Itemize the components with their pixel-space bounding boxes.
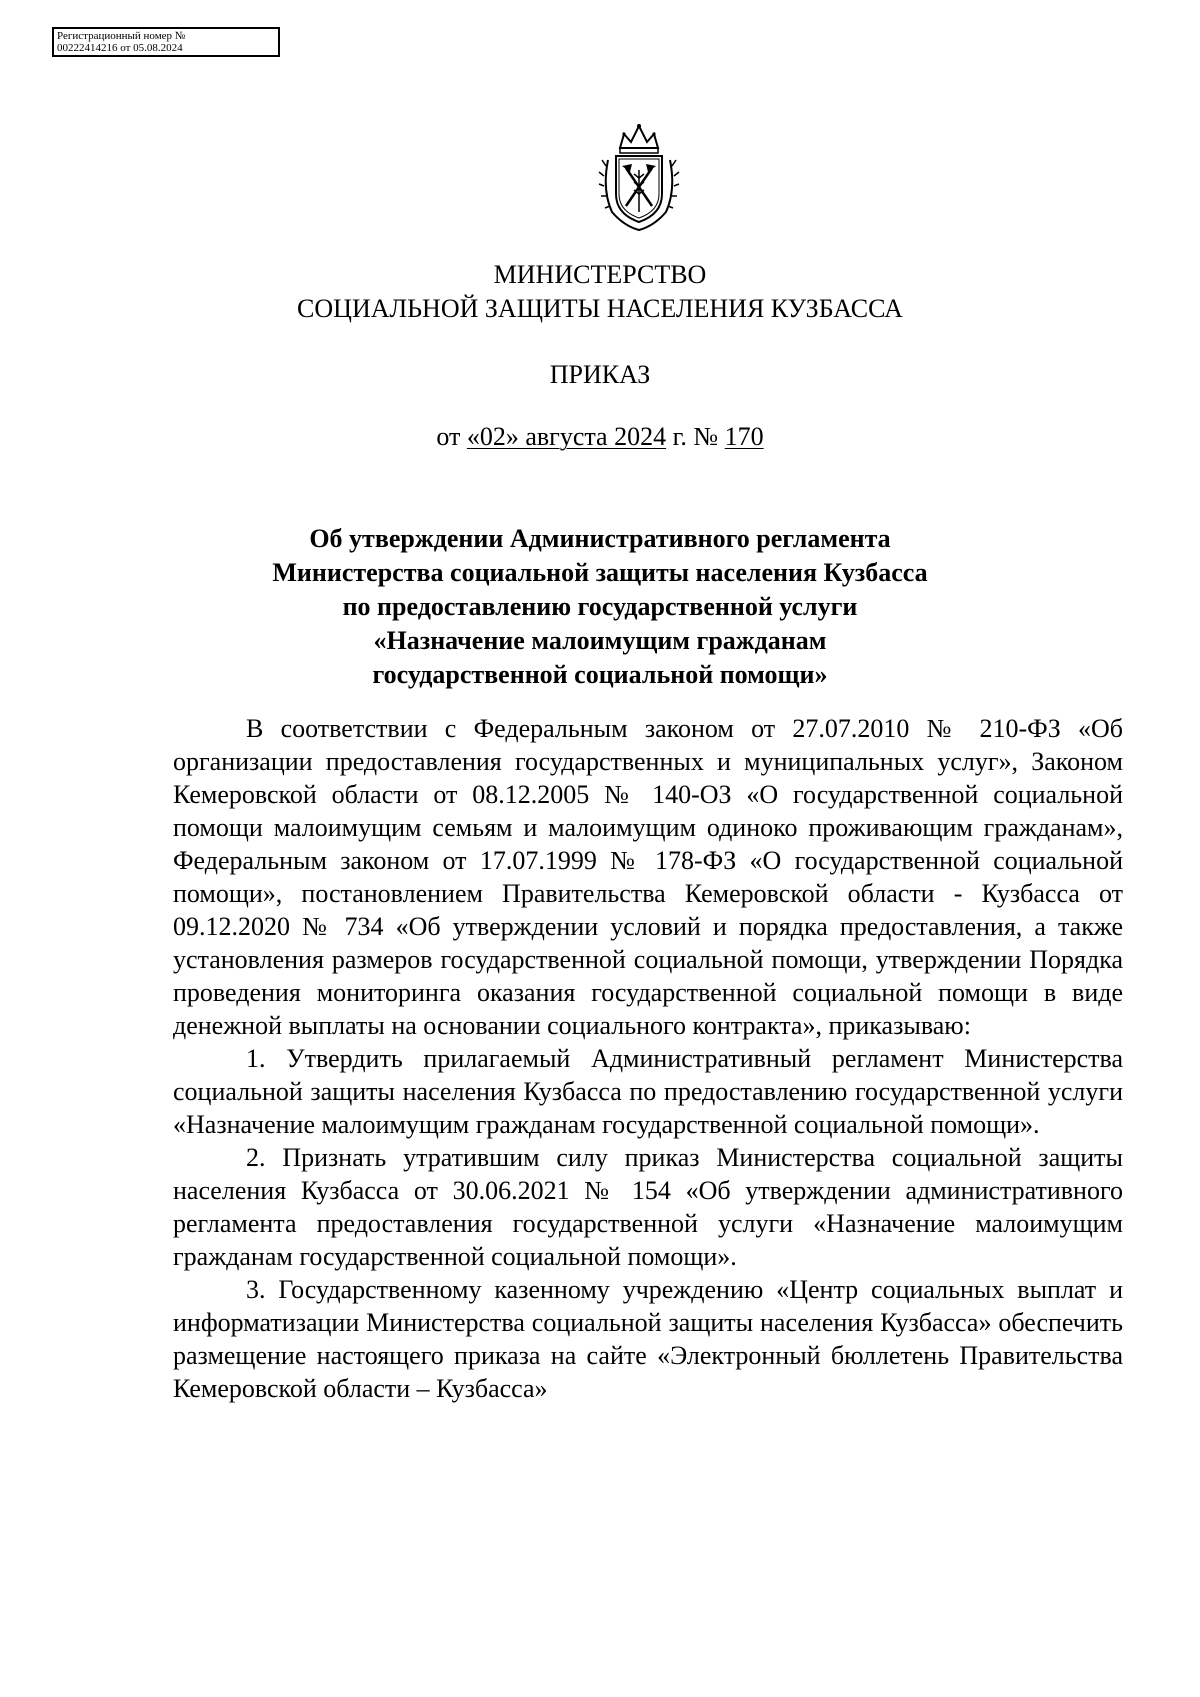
item-1-paragraph: 1. Утвердить прилагаемый Административный регламент Министерства социальной защиты населения Кузбасса по предоставлению государственной услуги «Назначение малоимущим гражданам государственной социальной помощи».: [173, 1044, 1123, 1139]
ministry-name: [0, 258, 1200, 326]
order-number: 170: [724, 422, 764, 451]
ministry-name-line1: МИНИСТЕРСТВО: [493, 260, 707, 289]
kuzbass-coat-of-arms-icon: [598, 120, 680, 232]
registration-stamp-line1: Регистрационный номер №: [57, 30, 186, 42]
item-3-paragraph: 3. Государственному казенному учреждению «Центр социальных выплат и информатизации Министерства социальной защиты населения Кузбасса» обеспечить размещение настоящего приказа на сайте «Электронный бюллетень Правительства Кемеровской области – Кузбасса»: [173, 1275, 1123, 1403]
document-title: [0, 522, 1200, 692]
document-type: ПРИКАЗ: [549, 360, 651, 389]
title-line4: «Назначение малоимущим гражданам: [373, 626, 827, 655]
title-line5: государственной социальной помощи»: [372, 660, 828, 689]
ministry-name-line2: СОЦИАЛЬНОЙ ЗАЩИТЫ НАСЕЛЕНИЯ КУЗБАССА: [297, 294, 903, 323]
registration-stamp-line2: 00222414216 от 05.08.2024: [57, 42, 183, 54]
preamble-paragraph: В соответствии с Федеральным законом от 27.07.2010 № 210-ФЗ «Об организации предоставления государственных и муниципальных услуг», Законом Кемеровской области от 08.12.2005 № 140-ОЗ «О государственной социальной помощи малоимущим семьям и малоимущим одиноко проживающим гражданам», Федеральным законом от 17.07.1999 № 178-ФЗ «О государственной социальной помощи», постановлением Правительства Кемеровской области - Кузбасса от 09.12.2020 № 734 «Об утверждении условий и порядка предоставления, а также установления размеров государственной социальной помощи, утверждении Порядка проведения мониторинга оказания государственной социальной помощи в виде денежной выплаты на основании социального контракта», приказываю:: [173, 714, 1123, 1040]
title-line2: Министерства социальной защиты населения Кузбасса: [272, 558, 928, 587]
order-date: «02» августа 2024: [466, 422, 667, 451]
title-line1: Об утверждении Административного регламента: [309, 524, 891, 553]
item-2-paragraph: 2. Признать утратившим силу приказ Министерства социальной защиты населения Кузбасса от 30.06.2021 № 154 «Об утверждении административного регламента предоставления государственной услуги «Назначение малоимущим гражданам государственной социальной помощи».: [173, 1143, 1123, 1271]
document-body: [173, 712, 1123, 1405]
registration-stamp: [52, 27, 280, 57]
date-suffix: г. №: [666, 422, 725, 451]
title-line3: по предоставлению государственной услуги: [342, 592, 858, 621]
date-prefix: от: [436, 422, 467, 451]
order-date-line: [0, 420, 1200, 454]
